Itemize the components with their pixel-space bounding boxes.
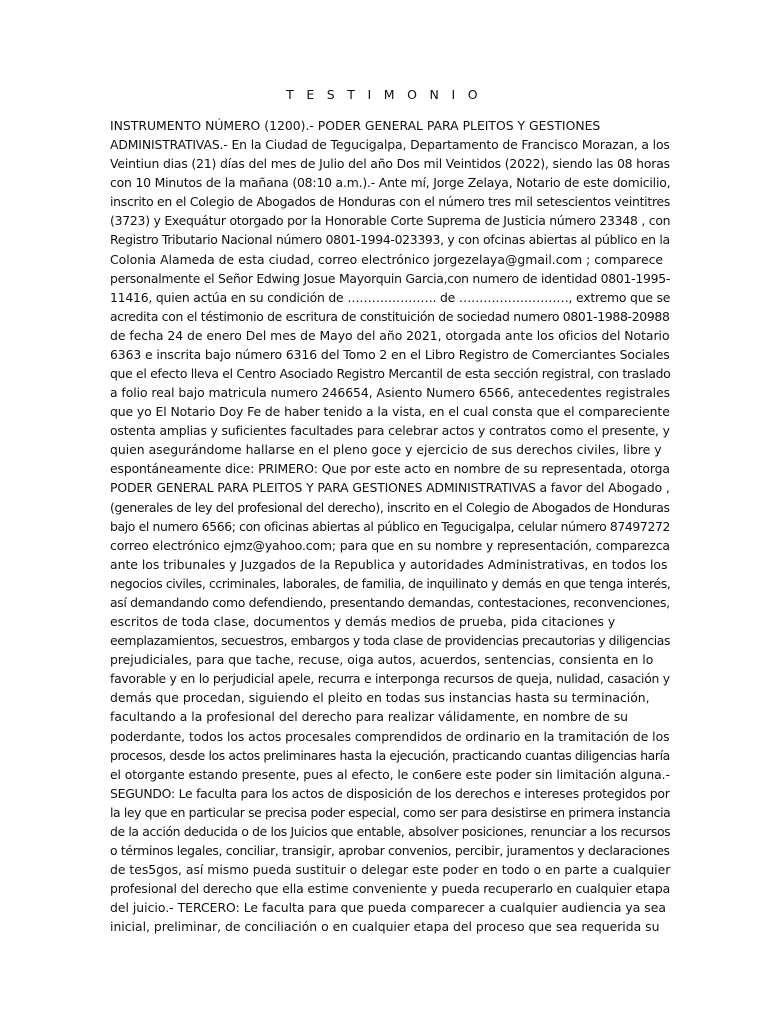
document-line: a folio real bajo matricula numero 246654, Asiento Numero 6566, antecedentes registrales — [110, 385, 670, 401]
document-line: demás que procedan, siguiendo el pleito en todas sus instancias hasta su terminación, — [110, 690, 650, 706]
document-line: profesional del derecho que ella estime conveniente y pueda recuperarlo en cualquier etapa — [110, 881, 671, 897]
document-title: T E S T I M O N I O — [286, 87, 482, 102]
document-line: ostenta amplias y suficientes facultades para celebrar actos y contratos como el presente, y — [110, 423, 670, 439]
document-line: o términos legales, conciliar, transigir, aprobar convenios, percibir, juramentos y declaraciones — [110, 842, 670, 858]
document-line: correo electrónico ejmz@yahoo.com; para que en su nombre y representación, comparezca — [110, 537, 670, 553]
document-line: Registro Tributario Nacional número 0801-1994-023393, y con ofcinas abiertas al público en la — [110, 232, 670, 248]
document-line: personalmente el Señor Edwing Josue Mayorquin Garcia,con numero de identidad 0801-1995- — [110, 270, 671, 286]
document-line: de tes5gos, así mismo pueda sustituir o delegar este poder en todo o en parte a cualquier — [110, 862, 671, 878]
document-line: (3723) y Exequátur otorgado por la Honorable Corte Suprema de Justicia número 23348 , con — [110, 213, 671, 229]
document-line: facultando a la profesional del derecho para realizar válidamente, en nombre de su — [110, 709, 629, 725]
document-line: (generales de ley del profesional del derecho), inscrito en el Colegio de Abogados de Honduras — [110, 499, 670, 515]
document-line: espontáneamente dice: PRIMERO: Que por este acto en nombre de su representada, otorga — [110, 461, 670, 477]
document-line: bajo el numero 6566; con oficinas abiertas al público en Tegucigalpa, celular número 87497272 — [110, 518, 670, 534]
document-line: Veintiun dias (21) días del mes de Julio del año Dos mil Veintidos (2022), siendo las 08 horas — [110, 156, 670, 172]
document-line: INSTRUMENTO NÚMERO (1200).- PODER GENERAL PARA PLEITOS Y GESTIONES — [110, 118, 601, 133]
document-line: ADMINISTRATIVAS.- En la Ciudad de Tegucigalpa, Departamento de Francisco Morazan, a los — [110, 137, 670, 153]
document-line: poderdante, todos los actos procesales comprendidos de ordinario en la tramitación de los — [110, 728, 670, 744]
document-line: escritos de toda clase, documentos y demás medios de prueba, pida citaciones y — [110, 614, 616, 630]
document-line: inscrito en el Colegio de Abogados de Honduras con el número tres mil setescientos veintitres — [110, 194, 671, 210]
document-body — [110, 116, 670, 936]
document-line: el otorgante estando presente, pues al efecto, le con6ere este poder sin limitación alguna.- — [110, 766, 670, 782]
document-line: así demandando como defendiendo, presentando demandas, contestaciones, reconvenciones, — [110, 594, 670, 610]
document-line: de la acción deducida o de los Juicios que entable, absolver posiciones, renunciar a los recursos — [110, 823, 671, 839]
document-line: que el efecto lleva el Centro Asociado Registro Mercantil de esta sección registral, con traslado — [110, 366, 671, 382]
document-line: negocios civiles, ccriminales, laborales, de familia, de inquilinato y demás en que tenga interés, — [110, 575, 671, 591]
document-line: prejudiciales, para que tache, recuse, oiga autos, acuerdos, sentencias, consienta en lo — [110, 652, 654, 668]
document-line: quien asegurándome hallarse en el pleno goce y ejercicio de sus derechos civiles, libre y — [110, 442, 662, 458]
document-line: ante los tribunales y Juzgados de la Republica y autoridades Administrativas, en todos los — [110, 556, 668, 572]
document-line: procesos, desde los actos preliminares hasta la ejecución, practicando cuantas diligencias haría — [110, 747, 670, 763]
document-line: 6363 e inscrita bajo número 6316 del Tomo 2 en el Libro Registro de Comerciantes Sociales — [110, 346, 670, 362]
document-line: Colonia Alameda de esta ciudad, correo electrónico jorgezelaya@gmail.com ; comparece — [110, 251, 664, 267]
document-line: 11416, quien actúa en su condición de …………………. de ………………………, extremo que se — [110, 289, 671, 305]
document-line: del juicio.- TERCERO: Le faculta para que pueda comparecer a cualquier audiencia ya sea — [110, 900, 666, 916]
document-line: con 10 Minutos de la mañana (08:10 a.m.).- Ante mí, Jorge Zelaya, Notario de este domicilio, — [110, 175, 671, 191]
document-line: inicial, preliminar, de conciliación o en cualquier etapa del proceso que sea requerida su — [110, 919, 660, 935]
document-line: acredita con el téstimonio de escritura de constituición de sociedad numero 0801-1988-20988 — [110, 308, 670, 324]
document-line: PODER GENERAL PARA PLEITOS Y PARA GESTIONES ADMINISTRATIVAS a favor del Abogado , — [110, 480, 670, 496]
document-line: que yo El Notario Doy Fe de haber tenido a la vista, en el cual consta que el compareciente — [110, 404, 670, 420]
document-line: eemplazamientos, secuestros, embargos y toda clase de providencias precautorias y diligencias — [110, 633, 670, 649]
document-line: favorable y en lo perjudicial apele, recurra e interponga recursos de queja, nulidad, casación y — [110, 671, 670, 687]
document-line: de fecha 24 de enero Del mes de Mayo del año 2021, otorgada ante los oficios del Notario — [110, 327, 670, 343]
document-line: la ley que en particular se precisa poder especial, como ser para desistirse en primera instancia — [110, 804, 671, 820]
document-line: SEGUNDO: Le faculta para los actos de disposición de los derechos e intereses protegidos por — [110, 785, 670, 801]
